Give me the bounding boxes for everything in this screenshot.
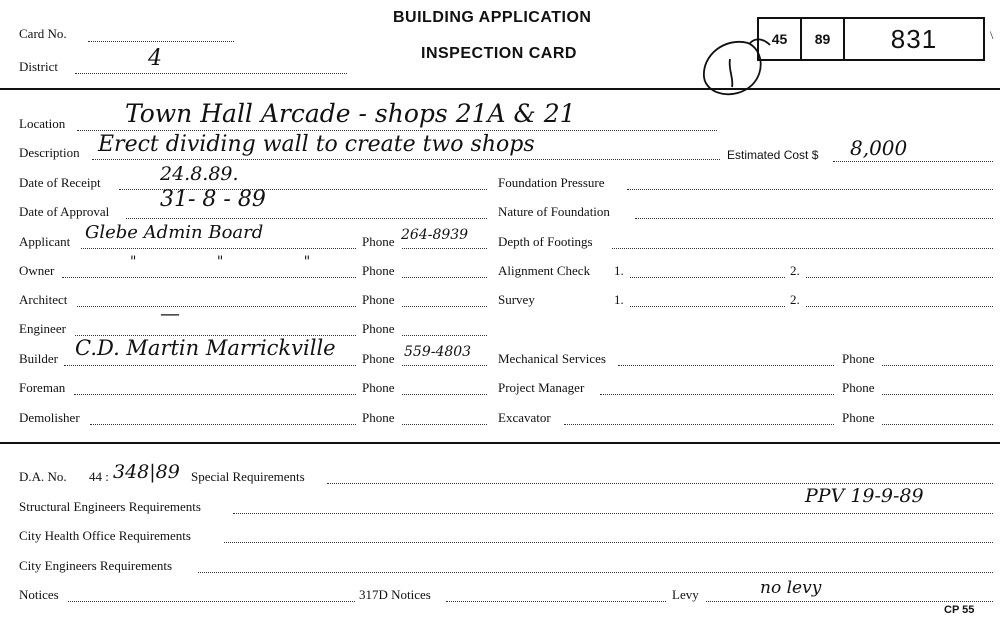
builder-phone-line — [402, 365, 487, 366]
mechanical-phone-label: Phone — [842, 351, 875, 366]
foreman-label: Foreman — [19, 380, 66, 395]
builder-label: Builder — [19, 351, 58, 366]
demolisher-phone-line — [402, 424, 487, 425]
top-divider — [0, 88, 1000, 90]
city-engineers-label: City Engineers Requirements — [19, 558, 173, 573]
applicant-phone-value: 264-8939 — [401, 227, 469, 243]
date-receipt-value: 24.8.89. — [160, 163, 239, 185]
project-manager-line — [600, 394, 834, 395]
architect-label: Architect — [19, 292, 68, 307]
location-label: Location — [19, 116, 66, 131]
survey-line2 — [806, 306, 993, 307]
applicant-phone-label: Phone — [362, 234, 395, 249]
structural-value: PPV 19-9-89 — [805, 485, 924, 507]
levy-label: Levy — [672, 587, 699, 602]
card-no-label: Card No. — [19, 26, 67, 41]
middle-divider — [0, 442, 1000, 444]
notices-label: Notices — [19, 587, 59, 602]
code-box-3-text: 831 — [890, 23, 938, 54]
foreman-phone-line — [402, 394, 487, 395]
survey-label: Survey — [498, 292, 535, 307]
mechanical-services-label: Mechanical Services — [498, 351, 606, 366]
code-box-2 — [800, 17, 845, 61]
owner-value: " " " — [130, 254, 349, 270]
estimated-cost-label: Estimated Cost $ — [727, 148, 819, 162]
alignment-line2 — [806, 277, 993, 278]
district-line — [75, 73, 347, 74]
builder-phone-value: 559-4803 — [404, 344, 472, 360]
depth-footings-label: Depth of Footings — [498, 234, 593, 249]
nature-foundation-label: Nature of Foundation — [498, 204, 610, 219]
structural-line — [233, 513, 993, 514]
demolisher-label: Demolisher — [19, 410, 80, 425]
date-approval-label: Date of Approval — [19, 204, 110, 219]
survey-line1 — [630, 306, 785, 307]
structural-label: Structural Engineers Requirements — [19, 499, 201, 514]
location-value: Town Hall Arcade - shops 21A & 21 — [125, 99, 576, 128]
foundation-pressure-line — [627, 189, 993, 190]
architect-line — [77, 306, 356, 307]
date-approval-line — [126, 218, 487, 219]
city-health-label: City Health Office Requirements — [19, 528, 191, 543]
code-box-1-text: 45 — [771, 31, 788, 47]
mechanical-services-line — [618, 365, 834, 366]
district-label: District — [19, 59, 58, 74]
da-prefix: 44 : — [89, 469, 109, 484]
card-title-line2: INSPECTION CARD — [421, 45, 577, 62]
city-engineers-line — [198, 572, 993, 573]
architect-phone-label: Phone — [362, 292, 395, 307]
notices-line — [68, 601, 355, 602]
margin-mark: \ — [990, 28, 994, 42]
survey-num2: 2. — [790, 292, 800, 307]
da-no-label: D.A. No. — [19, 469, 67, 484]
project-manager-label: Project Manager — [498, 380, 585, 395]
estimated-cost-line — [833, 161, 993, 162]
project-manager-phone-line — [882, 394, 993, 395]
excavator-phone-label: Phone — [842, 410, 875, 425]
code-box-2-text: 89 — [814, 31, 831, 47]
description-line — [92, 159, 720, 160]
depth-footings-line — [612, 248, 993, 249]
engineer-value: — — [160, 301, 180, 325]
city-health-line — [224, 542, 993, 543]
nature-foundation-line — [635, 218, 993, 219]
alignment-line1 — [630, 277, 785, 278]
owner-line — [62, 277, 356, 278]
alignment-check-label: Alignment Check — [498, 263, 591, 278]
date-receipt-label: Date of Receipt — [19, 175, 101, 190]
notices-317d-line — [446, 601, 666, 602]
excavator-line — [564, 424, 834, 425]
card-title-line1: BUILDING APPLICATION — [393, 9, 592, 26]
builder-value: C.D. Martin Marrickville — [75, 336, 336, 360]
foreman-phone-label: Phone — [362, 380, 395, 395]
levy-line — [706, 601, 993, 602]
applicant-line — [81, 248, 356, 249]
engineer-phone-label: Phone — [362, 321, 395, 336]
applicant-value: Glebe Admin Board — [85, 222, 264, 243]
alignment-num1: 1. — [614, 263, 624, 278]
owner-phone-label: Phone — [362, 263, 395, 278]
notices-317d-label: 317D Notices — [359, 587, 431, 602]
mechanical-phone-line — [882, 365, 993, 366]
foundation-pressure-label: Foundation Pressure — [498, 175, 605, 190]
excavator-label: Excavator — [498, 410, 551, 425]
code-box-3 — [843, 17, 985, 61]
foreman-line — [74, 394, 356, 395]
special-requirements-line — [327, 483, 993, 484]
builder-phone-label: Phone — [362, 351, 395, 366]
survey-num1: 1. — [614, 292, 624, 307]
engineer-phone-line — [402, 335, 487, 336]
project-manager-phone-label: Phone — [842, 380, 875, 395]
demolisher-line — [90, 424, 356, 425]
circle-scribble-icon — [690, 35, 780, 105]
description-value: Erect dividing wall to create two shops — [98, 132, 535, 157]
owner-phone-line — [402, 277, 487, 278]
alignment-num2: 2. — [790, 263, 800, 278]
district-value: 4 — [148, 46, 162, 71]
engineer-label: Engineer — [19, 321, 66, 336]
architect-phone-line — [402, 306, 487, 307]
date-approval-value: 31- 8 - 89 — [160, 187, 266, 212]
estimated-cost-value: 8,000 — [850, 136, 908, 160]
owner-label: Owner — [19, 263, 55, 278]
applicant-phone-line — [402, 248, 487, 249]
applicant-label: Applicant — [19, 234, 71, 249]
builder-line — [64, 365, 356, 366]
description-label: Description — [19, 145, 80, 160]
location-line — [77, 130, 717, 131]
card-no-line — [88, 41, 234, 42]
special-requirements-label: Special Requirements — [191, 469, 305, 484]
excavator-phone-line — [882, 424, 993, 425]
form-code: CP 55 — [944, 604, 975, 616]
da-value: 348|89 — [113, 461, 180, 483]
levy-value: no levy — [760, 578, 822, 598]
demolisher-phone-label: Phone — [362, 410, 395, 425]
